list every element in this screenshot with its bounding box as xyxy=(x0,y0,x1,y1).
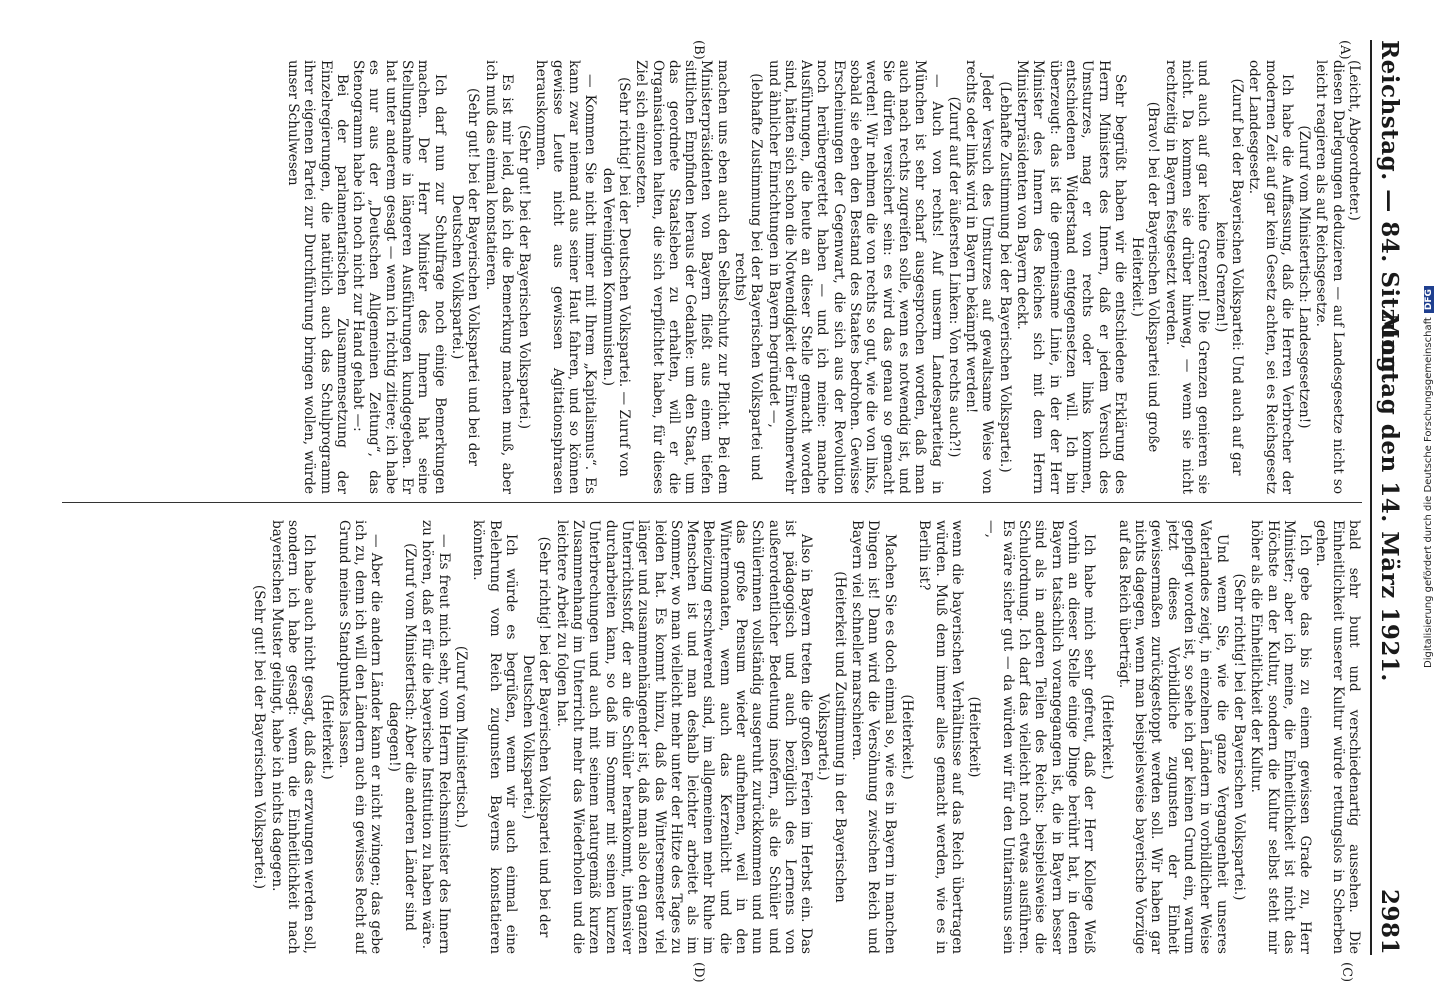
interjection: (Zuruf vom Ministertisch: Aber die anderen Länder sind dagegen!) xyxy=(385,543,419,931)
interjection: (lebhafte Zustimmung bei der Bayerischen Volkspartei und rechts) xyxy=(732,73,765,481)
interjection: (Sehr richtig! bei der Bayerischen Volkspartei.) xyxy=(1230,573,1247,901)
interjection: (Heiterkeit.) xyxy=(1098,694,1115,780)
paragraph: — Auch von rechts! Auf unserm Landesparteitag in München ist sehr scharf ausgesprochen worden, daß man auch nach rechts zugreifen solle, wenn es notwendig ist, und Sie dürfen versichert sein: es wird das genau so gemacht werden! Wir nehmen die von rechts so gut, wie die von links, sobald sie eben den Bestand des Staates bedrohen. Gewisse Erscheinungen der Gegenwart, die sich aus der Revolution noch herübergerettet haben — und ich meine: manche Ausführungen, die heute an dieser Stelle gemacht worden sind, hätten sich schon die Notwendigkeit der Einwohnerwehr und ähnlicher Einrichtungen in Bayern begründet —, xyxy=(765,60,945,494)
paragraph: wenn die bayerischen Verhältnisse auf das Reich übertragen würden. Muß denn immer alles gemacht werden, wie es in Berlin ist? xyxy=(916,520,965,954)
interjection: (Heiterkeit und Zustimmung in der Bayerischen Volkspartei.) xyxy=(815,571,848,903)
digitization-credit xyxy=(1423,8,1434,668)
interjection: (Sehr richtig! bei der Deutschen Volkspartei. — Zuruf von den Vereinigten Kommunisten.) xyxy=(599,77,632,477)
column-divider xyxy=(62,502,1362,503)
paragraph: Jeder Versuch des Umsturzes auf gewaltsame Weise von rechts oder links wird in Bayern bekämpft werden! xyxy=(963,60,996,494)
margin-marker-b: (B) xyxy=(691,40,706,60)
paragraph: Also in Bayern treten die großen Ferien im Herbst ein. Das ist pädagogisch und auch bezüglich des Lernens von außerordentlicher Bedeutung insofern, als die Schüler und Schülerinnen vollständig ausgeruht zurückkommen und nun das große Pensum wieder aufnehmen, weil in den Wintermonaten, wenn auch das Kerzenlicht und die Beheizung erschwerend sind, im allgemeinen mehr Ruhe im Menschen ist und man deshalb leichter arbeitet als im Sommer, wo man vielleicht mehr unter der Hitze des Tages zu leiden hat. Es kommt hinzu, daß das Wintersemester viel länger und zusammenhängender ist, daß man also den ganzen Unterrichtsstoff, der an die Schüler herankommt, intensiver durcharbeiten kann, so daß im Sommer mit seinen kurzen Unterbrechungen und auch mit seinem naturgemäß kurzen Zusammenhang im Unterricht mehr das Wiederholen und die leichtere Arbeit zu folgen hat. xyxy=(553,520,815,954)
interjection: (Heiterkeit.) xyxy=(898,694,915,780)
paragraph: Ich gebe das bis zu einem gewissen Grade zu, Herr Minister; aber ich meine, die Einheitlichkeit ist nicht das Höchste an der Kultur, sondern die Kultur selbst steht mir höher als die Einheitlichkeit der Kultur. xyxy=(1248,520,1314,954)
interjection: (Sehr gut! bei der Bayerischen Volkspartei.) xyxy=(251,584,268,890)
paragraph: Sehr begrüßt haben wir die entschiedene Erklärung des Herrn Ministers des Innern, daß er jedem Versuch des Umsturzes, mag er von rechts oder links kommen, entschiedenen Widerstand entgegensetzen will. Ich bin überzeugt: das ist die gemeinsame Linie, in der der Herr Minister des Innern des Reiches sich mit dem Herrn Ministerpräsidenten von Bayern deckt. xyxy=(1014,60,1128,494)
credit-line xyxy=(1423,286,1434,668)
paragraph: — Aber die andern Länder kann er nicht zwingen; das gebe ich zu, denn ich will den Ländern auch ein gewisses Recht auf Grund meines Standpunktes lassen. xyxy=(335,520,385,954)
paragraph: diesen Darlegungen deduzieren — auf Landesgesetze nicht so leicht reagieren als auf Reichsgesetze. xyxy=(1313,60,1346,494)
speaker-label: (Leicht, Abgeordneter.) xyxy=(1346,60,1362,221)
running-header xyxy=(1370,40,1406,955)
interjection: (Zuruf vom Ministertisch: Landesgesetzen!) xyxy=(1296,125,1313,429)
credit-text: Digitalisierung gefördert durch die Deutsche Forschungsgemeinschaft xyxy=(1423,317,1434,668)
paragraph: Und wenn Sie, wie die ganze Vergangenheit unseres Vaterlandes zeigt, in einzelnen Ländern in vorbildlicher Weise gepflegt worden ist, so sehe ich gar keinen Grund ein, warum jetzt dieses Vorbildliche zugunsten der Einheit gewissermaßen zurückgestoppt werden soll. Wir haben gar nichts dagegen, wenn man beispielsweise bayerische Vorzüge auf das Reich überträgt. xyxy=(1115,520,1230,954)
paragraph: Ich habe auch nicht gesagt, daß das erzwungen werden soll, sondern ich habe gesagt: wenn die Einheitlichkeit nach bayerischen Muster gelingt, habe ich nichts dagegen. xyxy=(268,520,318,954)
interjection: (Zuruf auf der äußersten Linken: Von rechts auch?!) xyxy=(945,96,962,458)
interjection: (Zuruf bei der Bayerischen Volkspartei: Und auch auf gar keine Grenzen!) xyxy=(1212,78,1245,476)
interjection: (Zuruf vom Ministertisch.) xyxy=(452,645,469,829)
interjection: (Sehr richtig! bei der Bayerischen Volkspartei und bei der Deutschen Volkspartei.) xyxy=(520,536,553,938)
margin-marker-a: (A) xyxy=(1337,40,1352,60)
dfg-logo-icon: DFG xyxy=(1424,286,1434,313)
paragraph: — Es freut mich sehr, vom Herrn Reichsminister des Innern zu hören, daß er für die bayerische Institution zu haben wäre. xyxy=(419,520,452,954)
header-left: Reichstag. — 84. Sitzung. xyxy=(1376,40,1403,382)
paragraph: Bei der parlamentarischen Zusammensetzung der Einzelregierungen, die natürlich auch das Schulprogramm ihrer eigenen Partei zur Durchführung bringen wollen, würde unser Schulwesen xyxy=(285,60,350,494)
paragraph: Es ist mir leid, daß ich die Bemerkung machen muß, aber ich muß das einmal konstatieren. xyxy=(482,60,515,494)
paragraph: — Kommen Sie nicht immer mit Ihrem „Kapitalismus“. Es kann zwar niemand aus seiner Haut fahren, und so können gewisse Leute nicht aus gewissen Agitationsphrasen herauskommen. xyxy=(533,60,599,494)
margin-marker-c: (C) xyxy=(1339,962,1354,983)
paragraph: Ich würde es begrüßen, wenn wir auch einmal eine Belehrung vom Reich zugunsten Bayerns konstatieren könnten. xyxy=(470,520,519,954)
page-number: 2981 xyxy=(1376,888,1403,955)
interjection: (Sehr gut! bei der Bayerischen Volkspartei.) xyxy=(516,124,533,430)
text-column-right xyxy=(42,520,1362,954)
paragraph: Machen Sie es doch einmal so, wie es in Bayern in manchen Dingen ist! Dann wird die Versöhnung zwischen Reich und Bayern viel schneller marschieren. xyxy=(849,520,898,954)
interjection: (Bravo! bei der Bayerischen Volkspartei und große Heiterkeit.) xyxy=(1129,101,1162,453)
header-date: Montag den 14. März 1921. xyxy=(1376,313,1403,682)
interjection: (Heiterkeit) xyxy=(966,696,983,778)
margin-marker-d: (D) xyxy=(691,962,706,983)
interjection: (Lebhafte Zustimmung bei der Bayerischen Volkspartei.) xyxy=(996,81,1013,473)
paragraph: und auch auf gar keine Grenzen! Die Grenzen genieren sie nicht. Da kommen sie drüber hinweg, — wenn sie nicht rechtzeitig in Bayern festgesetzt werden. xyxy=(1162,60,1212,494)
paragraph: Ich habe die Auffassung, daß die Herren Verbrecher der modernen Zeit auf gar kein Gesetz achten, sei es Reichsgesetz oder Landesgesetz. xyxy=(1246,60,1295,494)
interjection: (Sehr gut! bei der Bayerischen Volkspartei und bei der Deutschen Volkspartei.) xyxy=(448,87,482,467)
text-column-left xyxy=(42,60,1362,494)
paragraph: Ich darf nun zur Schulfrage noch einige Bemerkungen machen. Der Herr Minister des Innern hat seine Stellungnahme in längeren Ausführungen kundgegeben. Er hat unter anderem gesagt — wenn ich richtig zitiere; ich habe es nur aus der „Deutschen Allgemeinen Zeitung“, das Stenogramm habe ich noch nicht zur Hand gehabt —: xyxy=(350,60,448,494)
interjection: (Heiterkeit.) xyxy=(318,694,335,780)
paragraph: bald sehr bunt und verschiedenartig aussehen. Die Einheitlichkeit unserer Kultur würde rettungslos in Scherben gehen. xyxy=(1313,520,1362,954)
paragraph: Ich habe mich sehr gefreut, daß der Herr Kollege Weiß vorhin an dieser Stelle einige Dinge berührt hat, in denen Bayern tatsächlich vorangegangen ist, die in Bayern besser sind als in anderen Teilen des Reichs: beispielsweise die Schulordnung. Ich darf das vielleicht noch etwas ausführen. Es wäre sicher gut — da würden wir für den Unitarismus sein —, xyxy=(983,520,1098,954)
paragraph: machen uns eben auch den Selbstschutz zur Pflicht. Bei dem Ministerpräsidenten von Bayern fließt aus einem tiefen sittlichen Empfinden heraus der Gedanke: um den Staat, um das geordnete Staatsleben zu erhalten, will er die Organisationen halten, die sich verpflichtet haben, für dieses Ziel sich einzusetzen. xyxy=(633,60,731,494)
